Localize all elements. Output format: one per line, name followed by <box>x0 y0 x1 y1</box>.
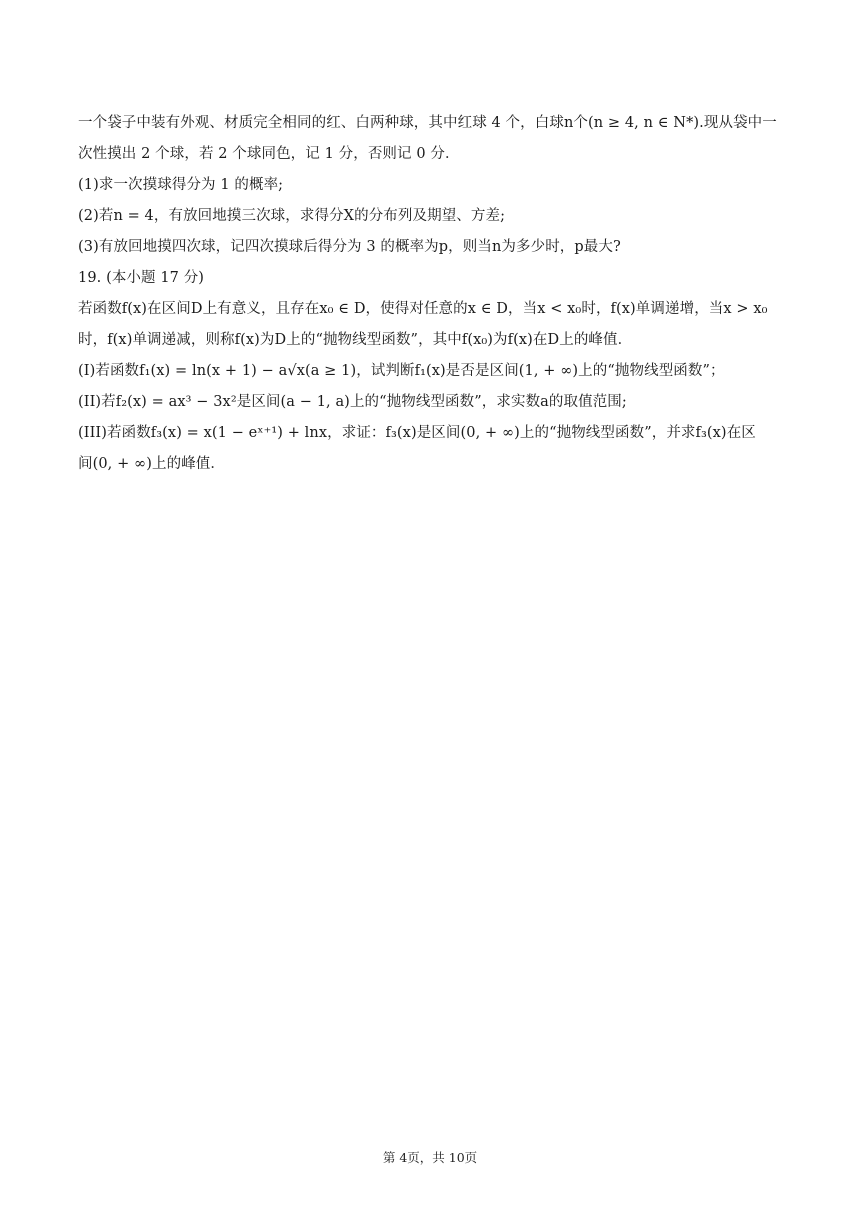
problem-19-part-2: (II)若f₂(x) = ax³ − 3x²是区间(a − 1, a)上的“抛物线型函数”，求实数a的取值范围; <box>78 394 627 410</box>
problem-19-definition-line-2: 时，f(x)单调递减，则称f(x)为D上的“抛物线型函数”，其中f(x₀)为f(x)在D上的峰值． <box>78 332 633 348</box>
page-number-footer: 第 4页，共 10页 <box>382 1150 478 1165</box>
problem-19-part-3-line-2: 间(0, + ∞)上的峰值． <box>78 456 225 472</box>
problem-19-definition-line-1: 若函数f(x)在区间D上有意义，且存在x₀ ∈ D，使得对任意的x ∈ D，当x < x₀时，f(x)单调递增，当x > x₀ <box>78 301 768 317</box>
problem-19-part-1: (I)若函数f₁(x) = ln(x + 1) − a√x(a ≥ 1)，试判断f₁(x)是否是区间(1, + ∞)上的“抛物线型函数”； <box>78 363 725 379</box>
problem-18-question-1: (1)求一次摸球得分为 1 的概率; <box>78 177 284 193</box>
problem-19-part-3-line-1: (III)若函数f₃(x) = x(1 − eˣ⁺¹) + lnx，求证：f₃(x)是区间(0, + ∞)上的“抛物线型函数”，并求f₃(x)在区 <box>78 425 756 441</box>
problem-18-question-2: (2)若n = 4，有放回地摸三次球，求得分X的分布列及期望、方差; <box>78 208 506 224</box>
page-content <box>78 108 784 480</box>
problem-19-header: 19. (本小题 17 分) <box>78 270 205 286</box>
problem-18-question-3: (3)有放回地摸四次球，记四次摸球后得分为 3 的概率为p，则当n为多少时，p最大? <box>78 239 621 255</box>
problem-18-statement-line-2: 次性摸出 2 个球，若 2 个球同色，记 1 分，否则记 0 分． <box>78 146 460 162</box>
problem-18-statement-line-1: 一个袋子中装有外观、材质完全相同的红、白两种球，其中红球 4 个，白球n个(n ≥ 4, n ∈ N*).现从袋中一 <box>78 115 777 131</box>
